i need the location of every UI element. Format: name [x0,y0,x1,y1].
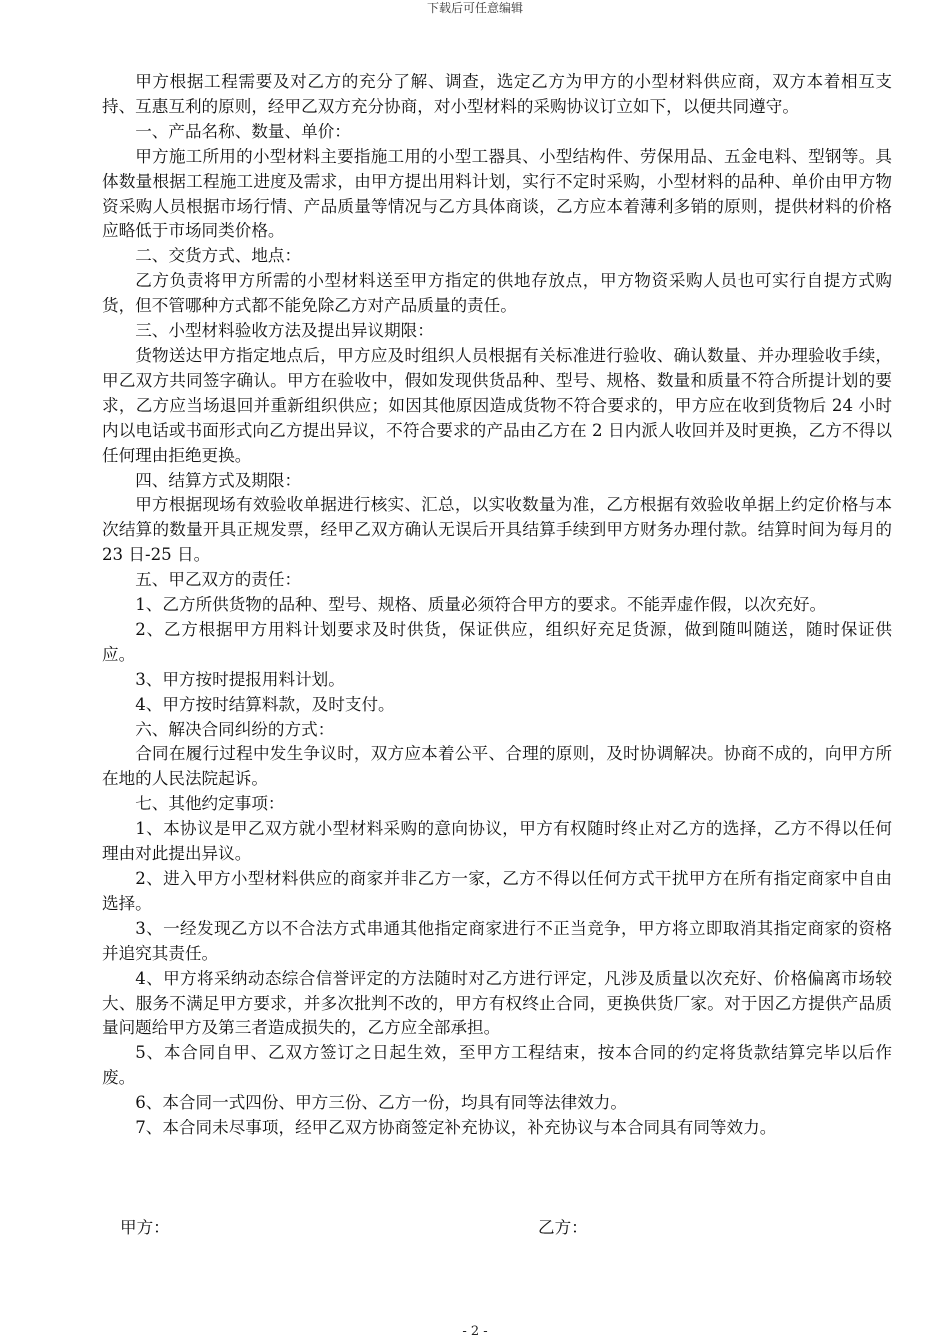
list-item: 3、一经发现乙方以不合法方式串通其他指定商家进行不正当竞争，甲方将立即取消其指定商家的资格并追究其责任。 [102,918,892,963]
header-note: 下载后可任意编辑 [426,1,523,15]
list-item: 7、本合同未尽事项，经甲乙双方协商签定补充协议，补充协议与本合同具有同等效力。 [135,1118,777,1138]
paragraph: 甲方施工所用的小型材料主要指施工用的小型工器具、小型结构件、劳保用品、五金电料、型钢等。具体数量根据工程施工进度及需求，由甲方提出用料计划，实行不定时采购，小型材料的品种、单价由甲方物资采购人员根据市场行情、产品质量等情况与乙方具体商谈，乙方应本着薄利多销的原则，提供材料的价格应略低于市场同类价格。 [102,146,892,241]
section-heading-2: 二、交货方式、地点： [135,246,302,266]
paragraph: 合同在履行过程中发生争议时，双方应本着公平、合理的原则，及时协调解决。协商不成的，向甲方所在地的人民法院起诉。 [102,744,892,789]
section-heading-5: 五、甲乙双方的责任： [135,570,302,590]
section-heading-7: 七、其他约定事项： [135,794,285,814]
section-heading-3: 三、小型材料验收方法及提出异议期限： [135,321,434,341]
paragraph: 货物送达甲方指定地点后，甲方应及时组织人员根据有关标准进行验收、确认数量、并办理验收手续，甲乙双方共同签字确认。甲方在验收中，假如发现供货品种、型号、规格、数量和质量不符合所提计划的要求，乙方应当场退回并重新组织供应；如因其他原因造成货物不符合要求的，甲方应在收到货物后 24 小时内以电话或书面形式向乙方提出异议，不符合要求的产品由乙方在 2 日内派人收回并及时更换，乙方不得以任何理由拒绝更换。 [102,345,892,465]
intro-paragraph: 甲方根据工程需要及对乙方的充分了解、调查，选定乙方为甲方的小型材料供应商，双方本着相互支持、互惠互利的原则，经甲乙双方充分协商，对小型材料的采购协议订立如下，以便共同遵守。 [102,72,892,116]
list-item: 4、甲方按时结算料款，及时支付。 [135,694,395,714]
paragraph: 甲方根据现场有效验收单据进行核实、汇总，以实收数量为准，乙方根据有效验收单据上约定价格与本次结算的数量开具正规发票，经甲乙双方确认无误后开具结算手续到甲方财务办理付款。结算时间为每月的 23 日-25 日。 [102,495,892,565]
page-number: - 2 - [462,1324,488,1339]
list-item: 2、进入甲方小型材料供应的商家并非乙方一家，乙方不得以任何方式干扰甲方在所有指定商家中自由选择。 [102,869,892,913]
list-item: 4、甲方将采纳动态综合信誉评定的方法随时对乙方进行评定，凡涉及质量以次充好、价格偏离市场较大、服务不满足甲方要求，并多次批判不改的，甲方有权终止合同，更换供货厂家。对于因乙方提供产品质量问题给甲方及第三者造成损失的，乙方应全部承担。 [102,968,892,1038]
section-heading-6: 六、解决合同纠纷的方式： [135,719,335,739]
list-item: 1、乙方所供货物的品种、型号、规格、质量必须符合甲方的要求。不能弄虚作假，以次充好。 [135,595,827,615]
section-heading-4: 四、结算方式及期限： [135,470,302,490]
party-b-signature-label: 乙方： [538,1218,588,1237]
list-item: 6、本合同一式四份、甲方三份、乙方一份，均具有同等法律效力。 [135,1093,627,1113]
list-item: 5、本合同自甲、乙双方签订之日起生效，至甲方工程结束，按本合同的约定将货款结算完毕以后作废。 [102,1043,892,1088]
paragraph: 乙方负责将甲方所需的小型材料送至甲方指定的供地存放点，甲方物资采购人员也可实行自提方式购货，但不管哪种方式都不能免除乙方对产品质量的责任。 [102,271,892,316]
contract-body [102,70,892,1141]
party-a-signature-label: 甲方： [120,1218,170,1237]
list-item: 2、乙方根据甲方用料计划要求及时供货，保证供应，组织好充足货源，做到随叫随送，随时保证供应。 [102,619,892,664]
list-item: 3、甲方按时提报用料计划。 [135,669,345,689]
section-heading-1: 一、产品名称、数量、单价： [135,121,351,141]
list-item: 1、本协议是甲乙双方就小型材料采购的意向协议，甲方有权随时终止对乙方的选择，乙方不得以任何理由对此提出异议。 [102,819,892,864]
